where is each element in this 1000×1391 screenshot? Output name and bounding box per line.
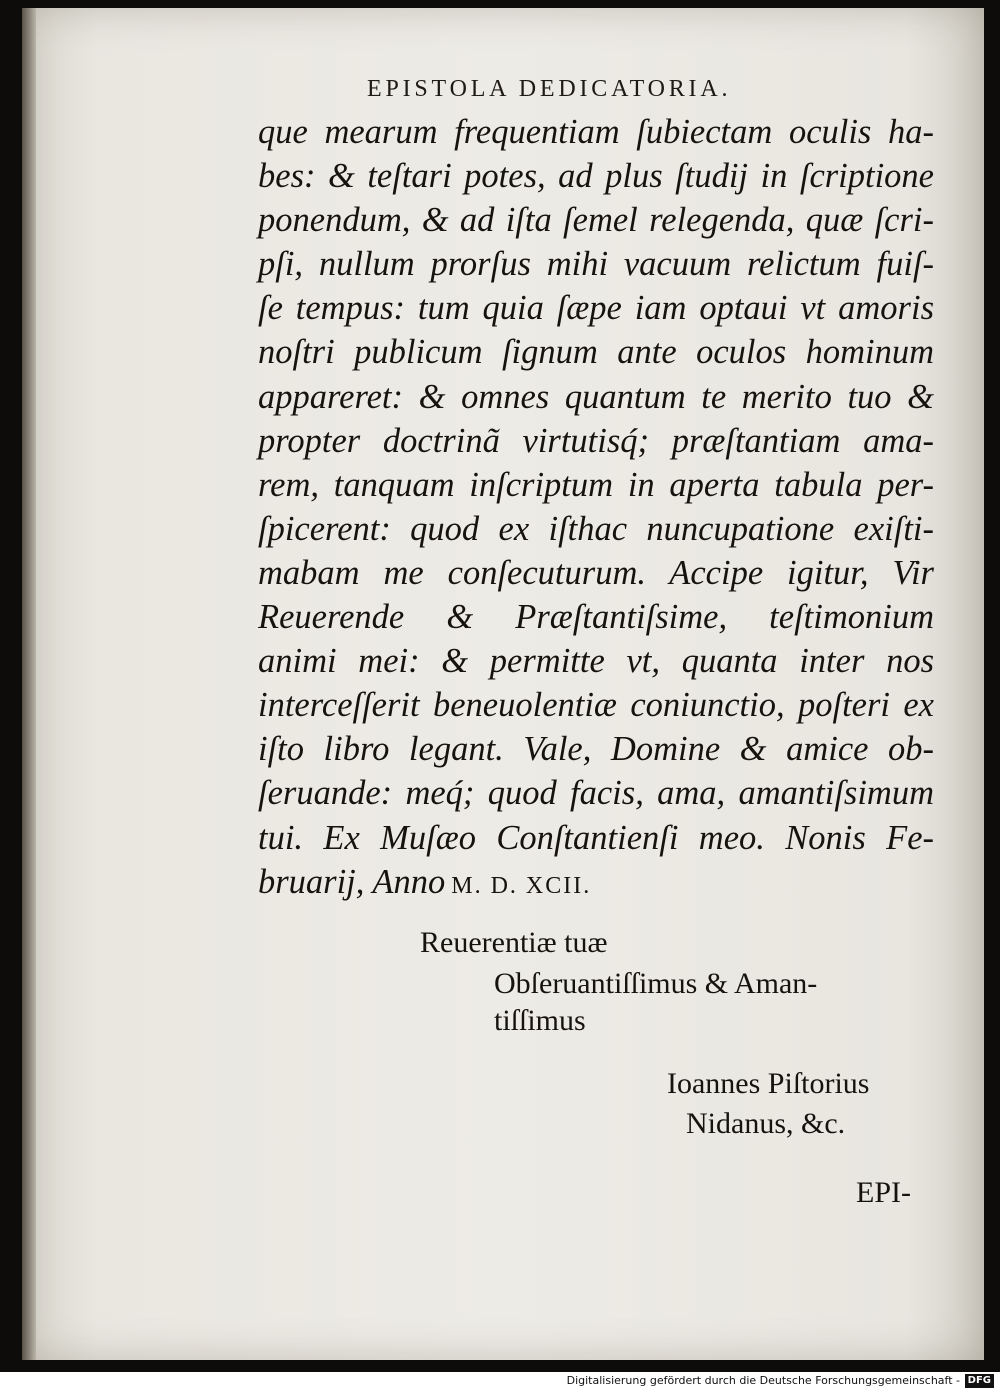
running-head: EPISTOLA DEDICATORIA.	[367, 76, 732, 102]
signature-line-2: Nidanus, &c.	[686, 1107, 846, 1140]
text-line-content: bruarij, Anno	[258, 862, 446, 901]
text-line: Reuerende & Præſtantiſsime, teſtimonium	[258, 598, 934, 637]
text-line: ponendum, & ad iſta ſemel relegenda, quæ ſcri-	[258, 201, 934, 240]
text-line: mabam me conſecuturum. Accipe igitur, Vir	[258, 553, 934, 592]
dfg-logo-icon: DFG	[965, 1374, 994, 1388]
text-line: interceſſerit beneuolentiæ coniunctio, poſteri ex	[258, 686, 934, 725]
catchword: EPI-	[856, 1176, 911, 1209]
funding-note: Digitalisierung gefördert durch die Deutsche Forschungsgemeinschaft -	[566, 1374, 960, 1387]
closing-salutation: Reuerentiæ tuæ	[420, 926, 608, 959]
text-line: que mearum frequentiam ſubiectam oculis ha-	[258, 113, 934, 151]
text-line: iſto libro legant. Vale, Domine & amice ob-	[258, 730, 934, 769]
text-line: noſtri publicum ſignum ante oculos hominum	[258, 333, 934, 372]
date: M. D. XCII.	[451, 872, 592, 899]
text-line: rem, tanquam inſcriptum in aperta tabula per-	[258, 465, 934, 504]
text-line: tui. Ex Muſæo Conſtantienſi meo. Nonis Fe-	[258, 818, 934, 857]
dedication-body	[258, 110, 948, 908]
text-line: animi mei: & permitte vt, quanta inter nos	[258, 642, 934, 681]
text-line-last	[258, 860, 948, 908]
text-line: ſe tempus: tum quia ſæpe iam optaui vt amoris	[258, 289, 934, 328]
page-gutter-shadow	[22, 8, 36, 1360]
closing-line-2: tiſſimus	[494, 1004, 586, 1037]
text-line: ſeruande: meq́; quod facis, ama, amantiſsimum	[258, 774, 934, 813]
signature-name: Ioannes Piſtorius	[667, 1067, 870, 1100]
text-line: propter doctrinã virtutisq́; præſtantiam ama-	[258, 421, 934, 460]
text-line: bes: & teſtari potes, ad plus ſtudij in ſcriptione	[258, 157, 934, 196]
text-line: ſpicerent: quod ex iſthac nuncupatione exiſti-	[258, 509, 934, 548]
text-line: appareret: & omnes quantum te merito tuo &	[258, 377, 934, 416]
closing-line-1: Obſeruantiſſimus & Aman-	[494, 967, 818, 1000]
text-line: pſi, nullum prorſus mihi vacuum relictum fuiſ-	[258, 245, 934, 284]
